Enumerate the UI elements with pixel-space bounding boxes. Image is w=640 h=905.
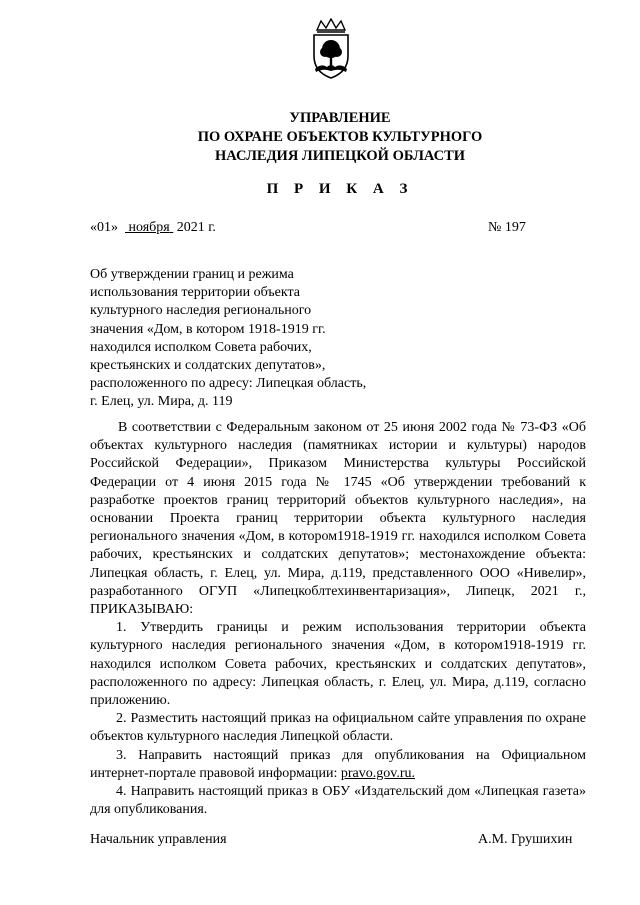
order-day: «01» [90,220,118,235]
agency-name [0,109,640,166]
pravo-link[interactable]: pravo.gov.ru. [340,765,415,781]
agency-line-2: ПО ОХРАНЕ ОБЪЕКТОВ КУЛЬТУРНОГО [197,129,483,145]
agency-line-3: НАСЛЕДИЯ ЛИПЕЦКОЙ ОБЛАСТИ [214,148,466,164]
order-item-2: 2. Разместить настоящий приказ на официальном сайте управления по охране объектов культурного наследия Липецкой области. [90,711,586,745]
order-number: № 197 [488,220,526,235]
subject-line: значения «Дом, в котором 1918-1919 гг. [90,321,326,337]
order-year: 2021 г. [176,220,216,235]
subject-line: г. Елец, ул. Мира, д. 119 [90,394,233,410]
subject-line: Об утверждении границ и режима [90,267,294,282]
order-item-1: 1. Утвердить границы и режим использования территории объекта культурного наследия регионального значения «Дом, в котором1918-1919 гг. находился исполком Совета рабочих, крестьянских и солдатских депутатов», расположенного по адресу: Липецкая область, г. Елец, ул. Мира, д.119, согласно приложению. [90,620,586,709]
order-item-3 [90,747,586,783]
subject-line: крестьянских и солдатских депутатов», [90,358,326,374]
order-body [90,419,586,819]
signature-name: А.М. Грушихин [478,832,573,847]
preamble-paragraph: В соответствии с Федеральным законом от 25 июня 2002 года № 73-ФЗ «Об объектах культурного наследия (памятниках истории и культуры) народов Российской Федерации», Приказом Министерства культуры Российской Федерации от 4 июня 2015 года № 1745 «Об утверждении требований к разработке проектов границ территорий объектов культурного наследия», на основании Проекта границ территории объекта культурного наследия регионального значения «Дом, в котором1918-1919 гг. находился исполком Совета рабочих, крестьянских и солдатских депутатов»; местонахождение объекта: Липецкая область, г. Елец, ул. Мира, д.119, представленного ООО «Нивелир», разработанного ОГУП «Липецкоблтехинвентаризация», Липецк, 2021 г., ПРИКАЗЫВАЮ: [90,420,586,618]
lipetsk-coat-of-arms-icon [305,18,357,80]
subject-line: находился исполком Совета рабочих, [90,339,312,355]
subject-line: использования территории объекта [90,285,300,301]
subject-line: культурного наследия регионального [90,303,312,319]
agency-line-1: УПРАВЛЕНИЕ [289,110,391,126]
subject-line: расположенного по адресу: Липецкая область, [90,376,367,392]
order-title: П Р И К А З [266,181,414,197]
order-item-3-text: 3. Направить настоящий приказ для опубликования на Официальном интернет-портале правовой информации: [90,747,586,781]
signature-position: Начальник управления [90,832,227,847]
order-item-4: 4. Направить настоящий приказ в ОБУ «Издательский дом «Липецкая газета» для опубликования. [90,784,586,818]
order-subject [90,266,410,412]
order-month: ноября [128,220,170,235]
order-date [90,220,216,236]
